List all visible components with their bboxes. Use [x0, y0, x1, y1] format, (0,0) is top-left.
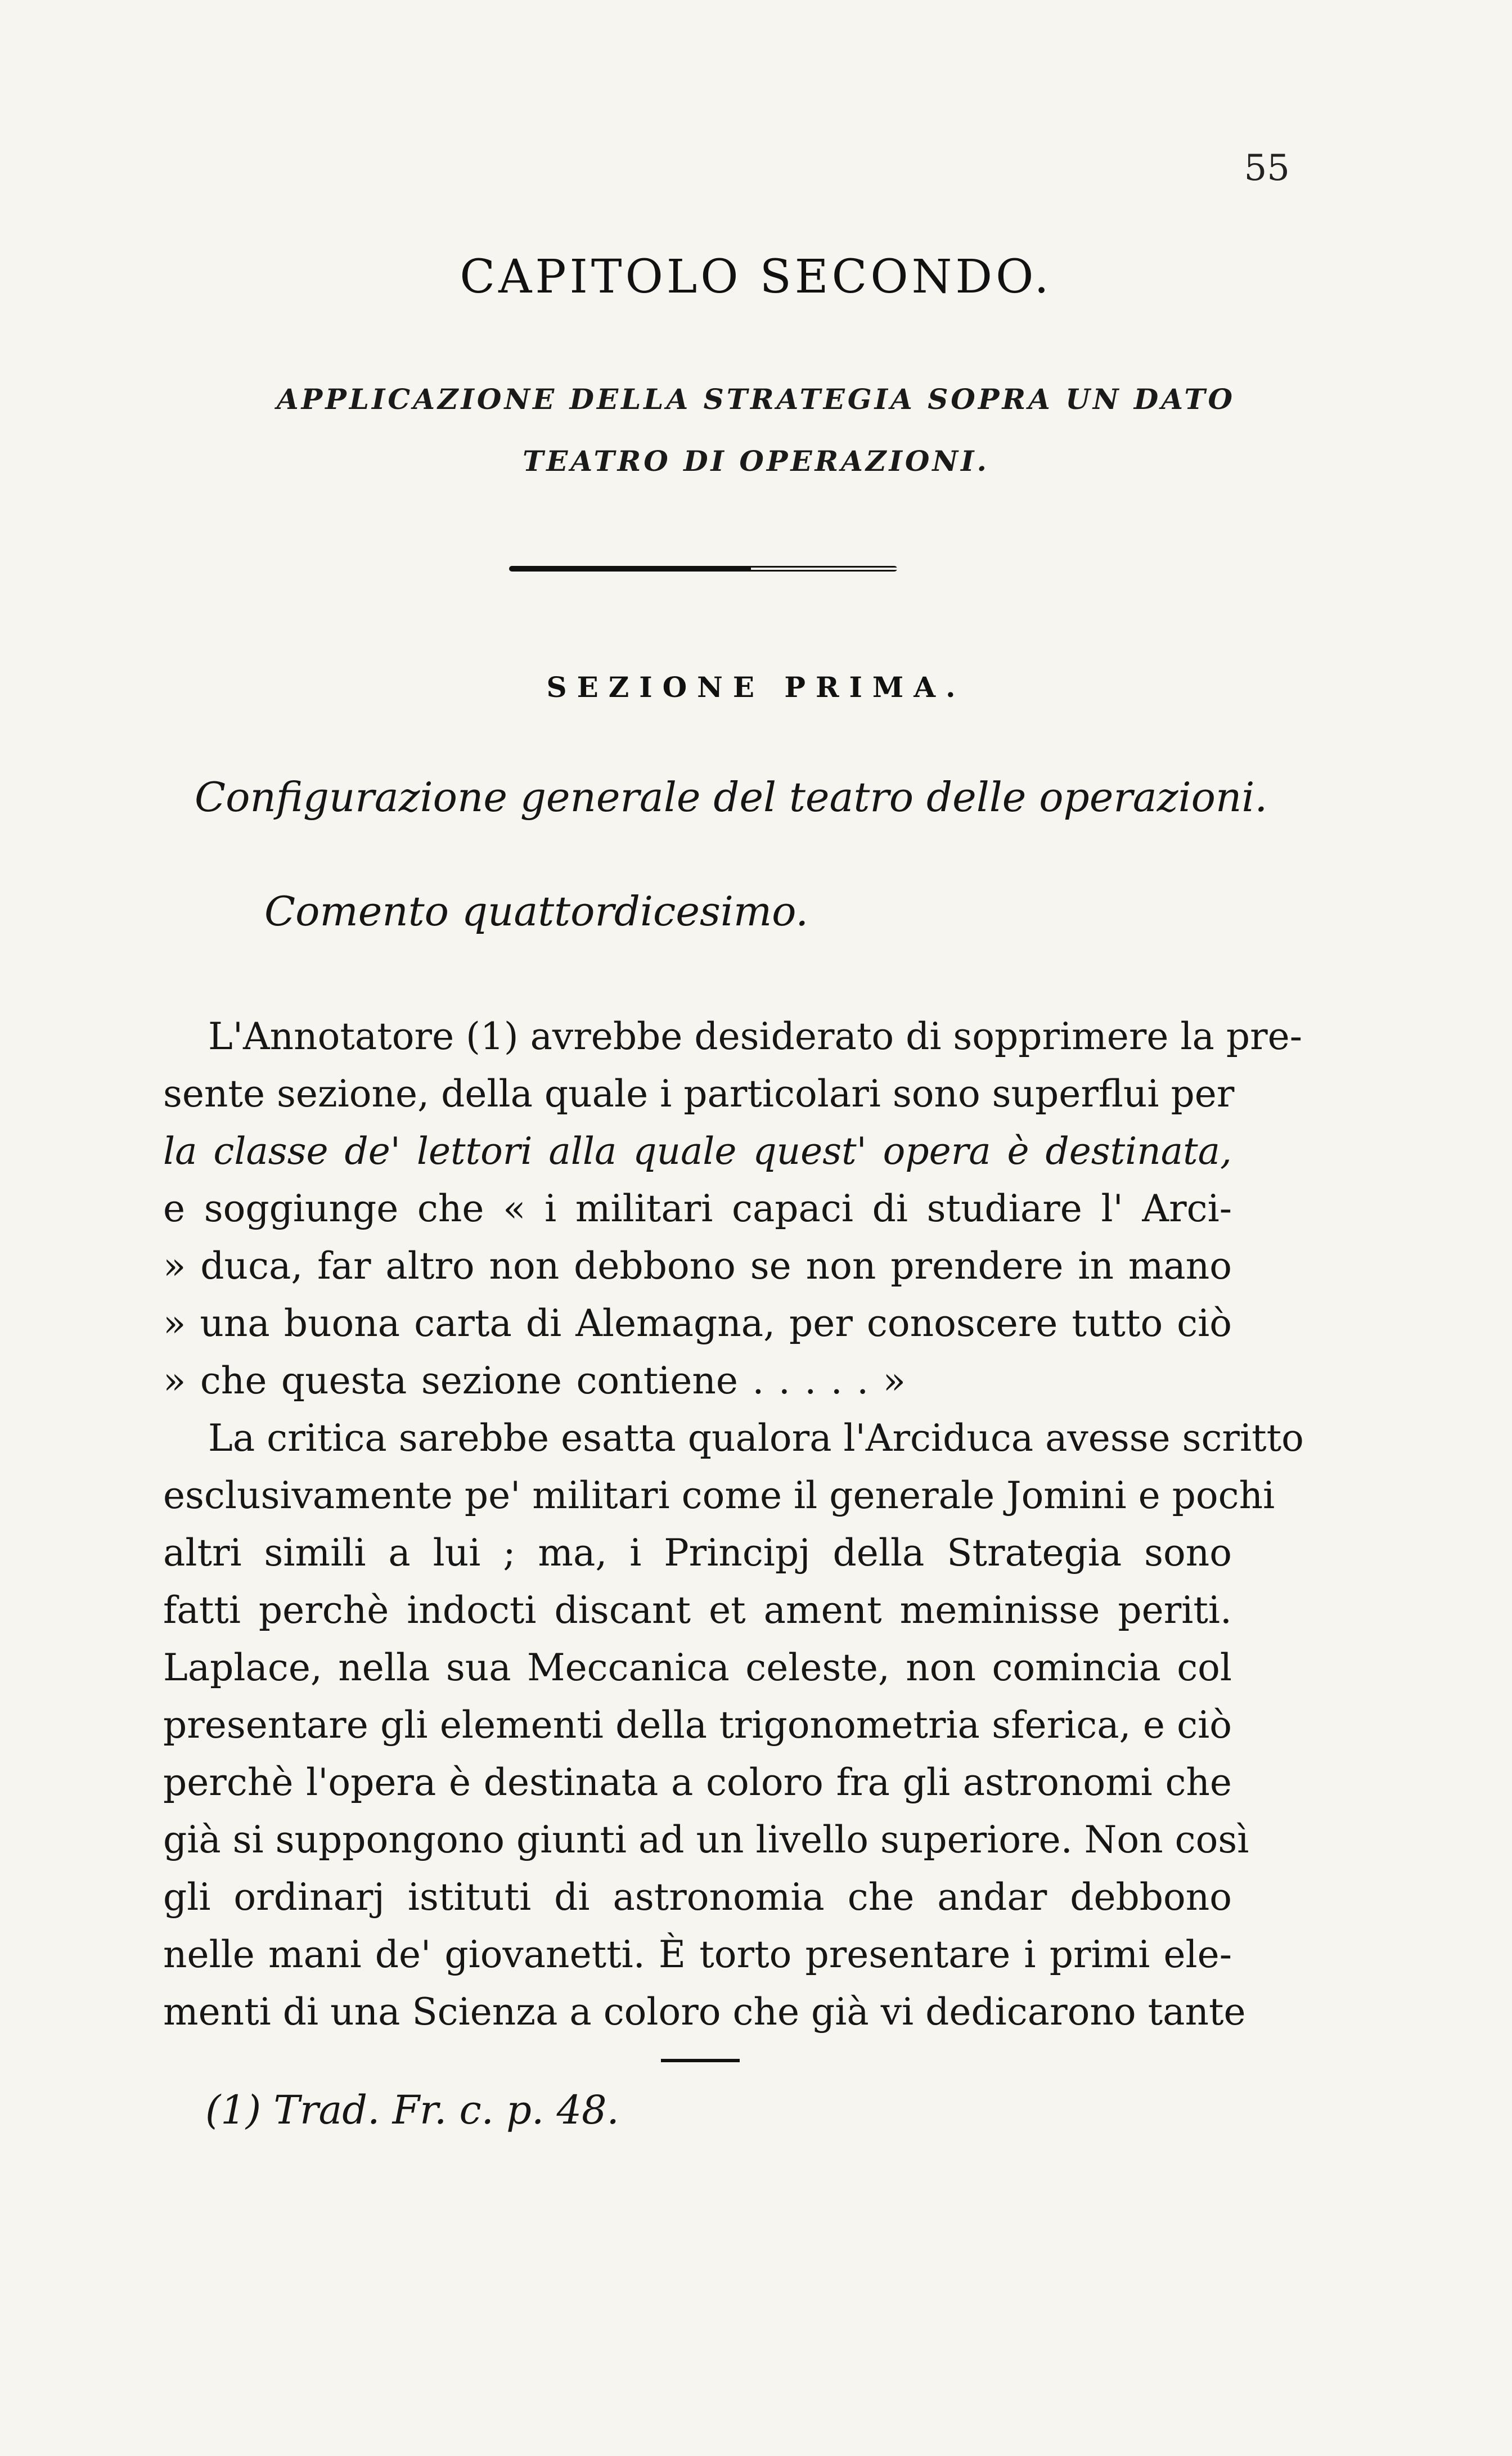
comment-heading: Comento quattordicesimo.	[264, 888, 809, 935]
body-line: presentare gli elementi della trigonometria sferica, e ciò	[163, 1703, 1232, 1747]
body-line: gli ordinarj istituti di astronomia che andar debbono	[163, 1875, 1232, 1919]
footnote-rule	[661, 2059, 740, 2062]
body-line: Laplace, nella sua Meccanica celeste, non comincia col	[163, 1646, 1232, 1689]
body-line: altri simili a lui ; ma, i Principj della Strategia sono	[163, 1531, 1232, 1575]
body-line: nelle mani de' giovanetti. È torto presentare i primi ele-	[163, 1933, 1232, 1976]
body-line: L'Annotatore (1) avrebbe desiderato di sopprimere la pre-	[208, 1015, 1303, 1058]
body-line: » che questa sezione contiene . . . . . »	[163, 1359, 906, 1402]
body-line: perchè l'opera è destinata a coloro fra gli astronomi che	[163, 1761, 1232, 1804]
section-heading: Configurazione generale del teatro delle operazioni.	[195, 773, 1268, 821]
body-line: e soggiunge che « i militari capaci di studiare l' Arci-	[163, 1187, 1232, 1230]
footnote: (1) Trad. Fr. c. p. 48.	[205, 2087, 619, 2133]
body-line: menti di una Scienza a coloro che già vi dedicarono tante	[163, 1990, 1246, 2034]
body-line: la classe de' lettori alla quale quest' opera è destinata,	[163, 1130, 1232, 1173]
page-number: 55	[1244, 147, 1290, 189]
body-line: esclusivamente pe' militari come il generale Jomini e pochi	[163, 1474, 1275, 1517]
chapter-title: CAPITOLO SECONDO.	[460, 250, 1052, 304]
body-line: sente sezione, della quale i particolari sono superflui per	[163, 1072, 1235, 1115]
chapter-subtitle-line: APPLICAZIONE DELLA STRATEGIA SOPRA UN DATO	[276, 383, 1236, 416]
body-line: » duca, far altro non debbono se non prendere in mano	[163, 1244, 1232, 1288]
chapter-subtitle-line: TEATRO DI OPERAZIONI.	[523, 444, 989, 478]
body-line: » una buona carta di Alemagna, per conoscere tutto ciò	[163, 1302, 1232, 1345]
body-line: fatti perchè indocti discant et ament meminisse periti.	[163, 1589, 1232, 1632]
body-line: già si suppongono giunti ad un livello superiore. Non così	[163, 1818, 1249, 1861]
section-title: SEZIONE PRIMA.	[546, 671, 966, 704]
body-line: La critica sarebbe esatta qualora l'Arciduca avesse scritto	[208, 1416, 1304, 1460]
decorative-rule	[509, 566, 897, 572]
